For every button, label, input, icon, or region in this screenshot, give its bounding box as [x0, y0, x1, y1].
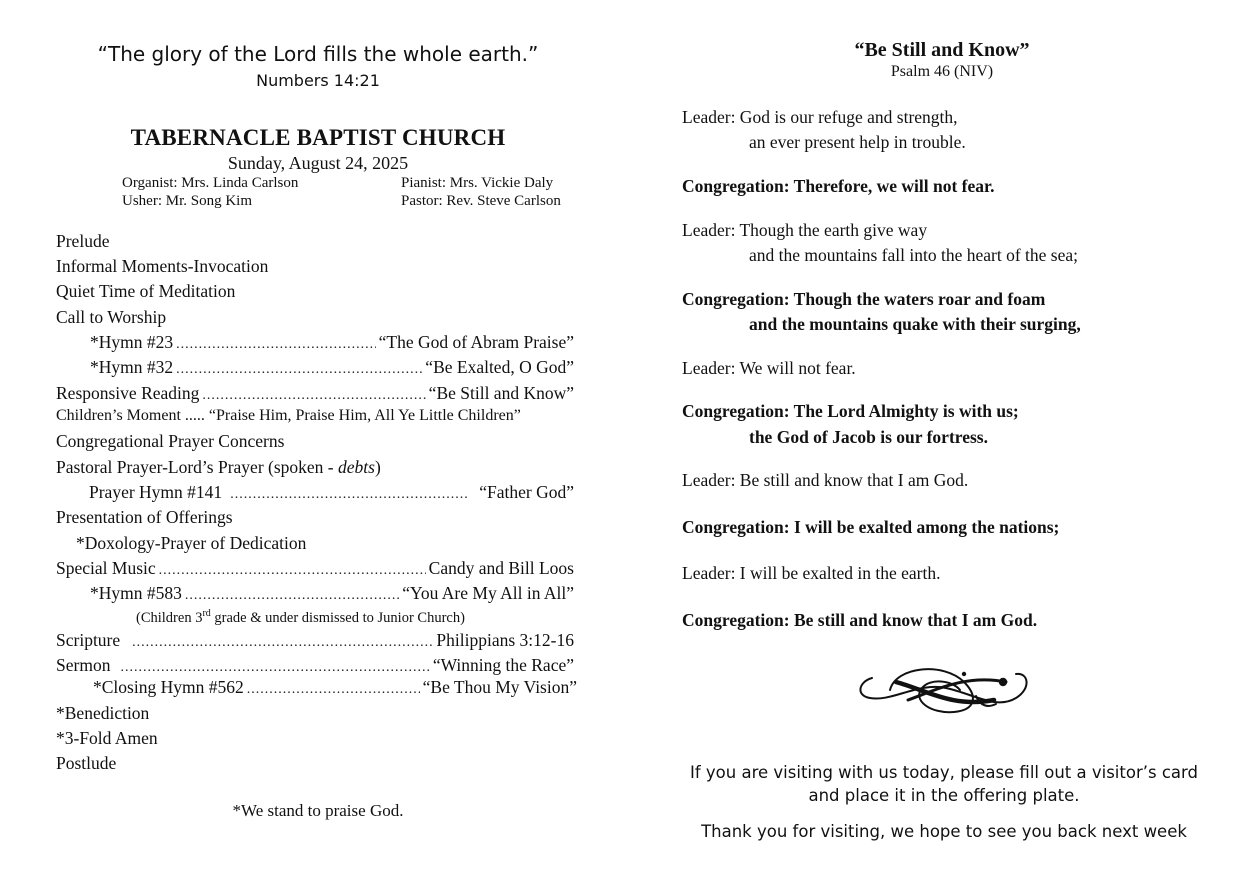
- scripture-item: [56, 630, 574, 651]
- sermon-title: “Winning the Race”: [432, 655, 574, 675]
- congregation-line: Congregation: Therefore, we will not fear.: [682, 176, 995, 196]
- leader-line: Leader: Be still and know that I am God.: [682, 470, 969, 490]
- prayer-hymn-title: “Father God”: [479, 482, 574, 502]
- leader-line: Leader: I will be exalted in the earth.: [682, 563, 941, 583]
- leader-dots: [132, 635, 433, 651]
- hymn-32-item: [90, 357, 574, 378]
- leader-line-continued: and the mountains fall into the heart of the sea;: [749, 245, 1078, 265]
- meditation-item: Quiet Time of Meditation: [56, 281, 236, 301]
- organist-credit: Organist: Mrs. Linda Carlson: [122, 175, 299, 191]
- scripture-reference: Philippians 3:12-16: [436, 630, 574, 650]
- closing-hymn-item: [93, 677, 577, 698]
- hymn-23-item: [90, 332, 574, 353]
- children-note-text: (Children 3: [136, 609, 203, 626]
- hymn-23-label: *Hymn #23: [90, 332, 174, 352]
- call-to-worship-item: Call to Worship: [56, 307, 167, 327]
- sermon-item: [56, 655, 574, 676]
- hymn-583-title: “You Are My All in All”: [402, 583, 574, 603]
- church-name: TABERNACLE BAPTIST CHURCH: [130, 125, 506, 150]
- hymn-32-label: *Hymn #32: [90, 357, 174, 377]
- responsive-reading-item: [56, 383, 574, 404]
- thank-you-note: Thank you for visiting, we hope to see you back next week: [701, 822, 1187, 841]
- flourish-divider-icon: [856, 660, 1036, 718]
- prayer-hymn-item: [89, 482, 574, 503]
- leader-dots: [185, 588, 399, 604]
- sermon-label: Sermon: [56, 655, 111, 675]
- pastoral-prayer-close: ): [374, 457, 381, 477]
- hymn-583-label: *Hymn #583: [90, 583, 182, 603]
- congregation-line: Congregation: The Lord Almighty is with us;: [682, 401, 1019, 421]
- children-dismissal-note: [136, 608, 465, 627]
- amen-item: *3-Fold Amen: [56, 728, 158, 748]
- special-music-title: Candy and Bill Loos: [428, 558, 574, 578]
- childrens-moment-item: Children’s Moment ..... “Praise Him, Praise Him, All Ye Little Children”: [56, 407, 521, 424]
- special-music-label: Special Music: [56, 558, 156, 578]
- congregation-line: Congregation: I will be exalted among the nations;: [682, 517, 1060, 537]
- leader-dots: [230, 487, 469, 503]
- responsive-reading-title: “Be Still and Know”: [428, 383, 574, 403]
- hymn-32-title: “Be Exalted, O God”: [425, 357, 574, 377]
- opening-verse: “The glory of the Lord fills the whole earth.”: [97, 42, 539, 66]
- reading-reference: Psalm 46 (NIV): [890, 63, 994, 80]
- opening-verse-reference: Numbers 14:21: [256, 71, 380, 90]
- prayer-hymn-label: Prayer Hymn #141: [89, 482, 223, 502]
- leader-line: Leader: We will not fear.: [682, 358, 856, 378]
- leader-dots: [176, 362, 422, 378]
- congregation-line-continued: the God of Jacob is our fortress.: [749, 427, 988, 447]
- scripture-label: Scripture: [56, 630, 121, 650]
- leader-dots: [120, 660, 429, 676]
- service-date: Sunday, August 24, 2025: [227, 153, 409, 173]
- invocation-item: Informal Moments-Invocation: [56, 256, 269, 276]
- leader-dots: [202, 388, 425, 404]
- leader-line-continued: an ever present help in trouble.: [749, 132, 966, 152]
- hymn-23-title: “The God of Abram Praise”: [378, 332, 574, 352]
- leader-dots: [159, 563, 426, 579]
- doxology-item: *Doxology-Prayer of Dedication: [76, 533, 307, 553]
- postlude-item: Postlude: [56, 753, 117, 773]
- prelude-item: Prelude: [56, 231, 110, 251]
- children-note-text-end: grade & under dismissed to Junior Church): [210, 609, 465, 626]
- pastoral-prayer-text: Pastoral Prayer-Lord’s Prayer (spoken -: [56, 457, 338, 477]
- closing-hymn-label: *Closing Hymn #562: [93, 677, 244, 697]
- pastoral-prayer-emphasis: debts: [338, 457, 375, 477]
- congregation-line: Congregation: Be still and know that I am God.: [682, 610, 1038, 630]
- leader-dots: [176, 337, 376, 353]
- pastoral-prayer-item: [56, 457, 381, 478]
- prayer-concerns-item: Congregational Prayer Concerns: [56, 431, 285, 451]
- leader-line: Leader: God is our refuge and strength,: [682, 107, 958, 127]
- children-note-ordinal: rd: [202, 608, 211, 619]
- visitor-instructions: If you are visiting with us today, please fill out a visitor’s card: [690, 763, 1198, 782]
- benediction-item: *Benediction: [56, 703, 150, 723]
- pianist-credit: Pianist: Mrs. Vickie Daly: [401, 175, 554, 191]
- congregation-line-continued: and the mountains quake with their surging,: [749, 314, 1081, 334]
- hymn-583-item: [90, 583, 574, 604]
- stand-note: *We stand to praise God.: [232, 801, 404, 820]
- responsive-reading-label: Responsive Reading: [56, 383, 200, 403]
- special-music-item: [56, 558, 574, 579]
- congregation-line: Congregation: Though the waters roar and foam: [682, 289, 1046, 309]
- visitor-instructions-continued: and place it in the offering plate.: [808, 786, 1080, 805]
- offerings-item: Presentation of Offerings: [56, 507, 233, 527]
- leader-line: Leader: Though the earth give way: [682, 220, 928, 240]
- reading-title: “Be Still and Know”: [854, 39, 1030, 61]
- pastor-credit: Pastor: Rev. Steve Carlson: [401, 193, 561, 209]
- closing-hymn-title: “Be Thou My Vision”: [422, 677, 577, 697]
- leader-dots: [247, 682, 420, 698]
- usher-credit: Usher: Mr. Song Kim: [122, 193, 253, 209]
